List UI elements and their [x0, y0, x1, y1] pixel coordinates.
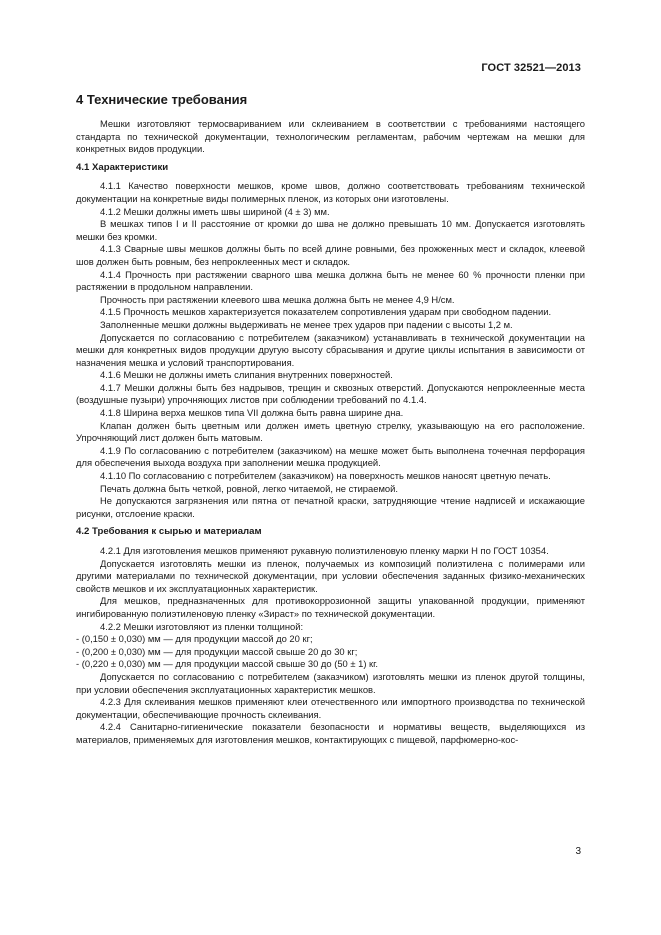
paragraph-4-1-10-cont-b: Не допускаются загрязнения или пятна от печатной краски, затрудняющие чтение надписей и искажающие рисунки, отслоение краски.	[76, 495, 585, 519]
page-number: 3	[575, 846, 581, 857]
list-item: - (0,150 ± 0,030) мм — для продукции массой до 20 кг;	[76, 633, 313, 645]
paragraph-4-1-3: 4.1.3 Сварные швы мешков должны быть по всей длине ровными, без прожженных мест и складок, клеевой шов должен быть ровным, без непроклеенных мест и складок.	[76, 243, 585, 267]
paragraph-4-1-10: 4.1.10 По согласованию с потребителем (заказчиком) на поверхность мешков наносят цветную печать.	[100, 470, 551, 482]
paragraph-4-1-7: 4.1.7 Мешки должны быть без надрывов, трещин и сквозных отверстий. Допускаются непроклеенные места (воздушные пузыри) упрочняющих листов при соблюдении требований по 4.1.4.	[76, 381, 585, 406]
paragraph-4-2-1: 4.2.1 Для изготовления мешков применяют рукавную полиэтиленовую пленку марки Н по ГОСТ 10354.	[100, 545, 549, 556]
paragraph-4-1-9: 4.1.9 По согласованию с потребителем (заказчиком) на мешке может быть выполнена точечная перфорация для обеспечения выхода воздуха при заполнении мешка продукцией.	[76, 444, 585, 469]
paragraph-4-1-10-cont-a: Печать должна быть четкой, ровной, легко читаемой, не стираемой.	[100, 482, 398, 494]
paragraph-4-1-4: 4.1.4 Прочность при растяжении сварного шва мешка должна быть не менее 60 % прочности пленки при растяжении в продольном направлении.	[76, 268, 585, 293]
paragraph-4-1-5-cont-a: Заполненные мешки должны выдерживать не менее трех ударов при падении с высоты 1,2 м.	[100, 318, 513, 330]
paragraph-4-2-1-cont-a: Допускается изготовлять мешки из пленок, получаемых из композиций полиэтилена с полимерами или другими материалами по технической документации, при условии обеспечения заданных физико-механических свойств мешков и их эксплуатационных характеристик.	[76, 557, 585, 594]
section-title: 4 Технические требования	[76, 92, 248, 107]
paragraph-4-1-8: 4.1.8 Ширина верха мешков типа VII должна быть равна ширине дна.	[100, 407, 404, 419]
paragraph-4-1-5-cont-b: Допускается по согласованию с потребителем (заказчиком) устанавливать в технической документации на мешки для конкретных видов продукции другую высоту сбрасывания и другие циклы испытания в зависимости от назначения мешка и условий транспортирования.	[76, 331, 585, 368]
subsection-title-4-2: 4.2 Требования к сырью и материалам	[76, 526, 262, 538]
page-content	[76, 92, 585, 747]
paragraph-4-1-2: 4.1.2 Мешки должны иметь швы шириной (4 ± 3) мм.	[100, 205, 330, 217]
subsection-title-4-1: 4.1 Характеристики	[76, 161, 169, 173]
list-item: - (0,220 ± 0,030) мм — для продукции массой свыше 30 до (50 ± 1) кг.	[76, 658, 379, 670]
paragraph-4-2-2-cont: Допускается по согласованию с потребителем (заказчиком) изготовлять мешки из пленок другой толщины, при условии обеспечения эксплуатационных характеристик мешков.	[76, 670, 585, 695]
paragraph-4-2-4: 4.2.4 Санитарно-гигиенические показатели безопасности и нормативы веществ, выделяющихся из материалов, применяемых для изготовления мешков, контактирующих с пищевой, парфюмерно-кос-	[76, 721, 585, 745]
paragraph-4-1-8-cont: Клапан должен быть цветным или должен иметь цветную стрелку, указывающую на его расположение. Упрочняющий лист должен быть матовым.	[76, 419, 585, 444]
paragraph-4-2-2: 4.2.2 Мешки изготовляют из пленки толщиной:	[100, 620, 304, 632]
intro-paragraph: Мешки изготовляют термосвариванием или склеиванием в соответствии с требованиями настоящего стандарта по технической документации, технологическим регламентам, рабочим чертежам на мешки для конкретных видов продукции.	[76, 118, 585, 155]
paragraph-4-1-2-cont: В мешках типов I и II расстояние от кромки до шва не должно превышать 10 мм. Допускается изготовлять мешки без кромки.	[76, 218, 585, 242]
paragraph-4-2-3: 4.2.3 Для склеивания мешков применяют клеи отечественного или импортного производства по технической документации, обеспечивающие прочность склеивания.	[76, 696, 585, 720]
paragraph-4-1-5: 4.1.5 Прочность мешков характеризуется показателем сопротивления ударам при свободном падении.	[100, 306, 552, 318]
document-code: ГОСТ 32521—2013	[481, 62, 581, 74]
paragraph-4-1-4-cont: Прочность при растяжении клеевого шва мешка должна быть не менее 4,9 Н/см.	[100, 293, 455, 305]
paragraph-4-1-6: 4.1.6 Мешки не должны иметь слипания внутренних поверхностей.	[100, 369, 393, 381]
paragraph-4-1-1: 4.1.1 Качество поверхности мешков, кроме швов, должно соответствовать требованиям технической документации на конкретные виды полимерных пленок, из которых они изготовлены.	[76, 180, 585, 204]
list-item: - (0,200 ± 0,030) мм — для продукции массой свыше 20 до 30 кг;	[76, 645, 358, 657]
paragraph-4-2-1-cont-b: Для мешков, предназначенных для противокоррозионной защиты упакованной продукции, применяют ингибированную полиэтиленовую пленку «Зираст» по технической документации.	[76, 595, 585, 619]
